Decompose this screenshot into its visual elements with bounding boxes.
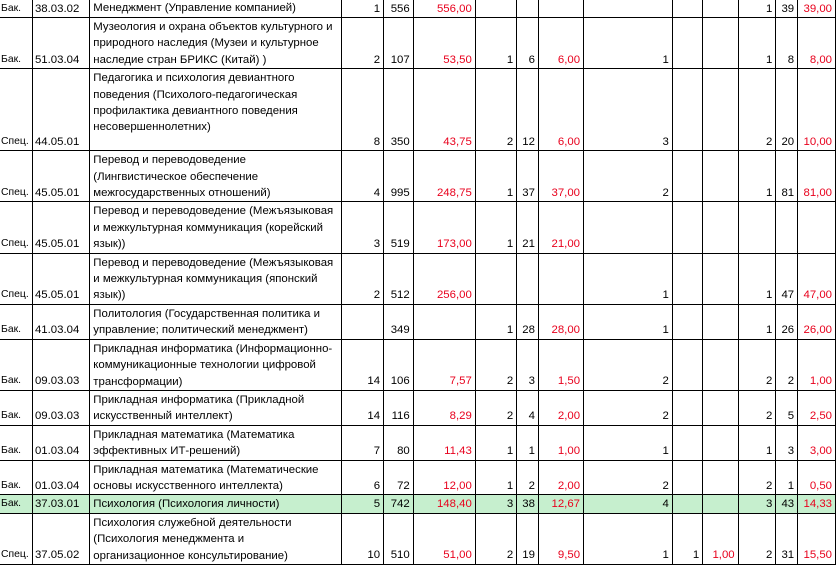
cell-c9: [703, 18, 738, 69]
cell-c12: 3,00: [798, 425, 836, 460]
table-row: [0, 460, 836, 495]
cell-c3: 11,43: [413, 425, 475, 460]
cell-c8: [672, 253, 702, 304]
cell-c8: [672, 202, 702, 253]
program-code: 01.03.04: [32, 460, 89, 495]
cell-c5: 37: [517, 151, 539, 202]
cell-c11: 31: [776, 513, 798, 564]
cell-c5: 1: [517, 425, 539, 460]
cell-c5: 19: [517, 513, 539, 564]
cell-c3: 556,00: [413, 0, 475, 18]
program-code: 09.03.03: [32, 339, 89, 390]
cell-c6: 12,67: [538, 495, 583, 513]
cell-c1: 6: [342, 460, 384, 495]
cell-c1: 8: [342, 69, 384, 151]
cell-level: Спец.: [0, 69, 32, 151]
cell-c5: 38: [517, 495, 539, 513]
cell-c11: 43: [776, 495, 798, 513]
cell-level: Бак.: [0, 18, 32, 69]
cell-c9: [703, 151, 738, 202]
cell-c2: 512: [384, 253, 414, 304]
program-code: 38.03.02: [32, 0, 89, 18]
program-code: 45.05.01: [32, 151, 89, 202]
cell-c1: [342, 304, 384, 339]
cell-c8: [672, 151, 702, 202]
cell-c7: 1: [584, 425, 673, 460]
program-name: Психология (Психология личности): [90, 495, 342, 513]
cell-c2: 350: [384, 69, 414, 151]
cell-c1: 3: [342, 202, 384, 253]
cell-c12: 14,33: [798, 495, 836, 513]
cell-c2: 742: [384, 495, 414, 513]
cell-c6: 2,00: [538, 390, 583, 425]
cell-c5: [517, 0, 539, 18]
cell-c2: 72: [384, 460, 414, 495]
cell-c12: 81,00: [798, 151, 836, 202]
cell-c10: [738, 202, 776, 253]
cell-c3: [413, 304, 475, 339]
cell-c3: 248,75: [413, 151, 475, 202]
cell-c2: 116: [384, 390, 414, 425]
cell-c1: 2: [342, 253, 384, 304]
cell-level: Бак.: [0, 390, 32, 425]
table-row: [0, 18, 836, 69]
cell-c6: [538, 253, 583, 304]
program-code: 51.03.04: [32, 18, 89, 69]
cell-c11: 39: [776, 0, 798, 18]
cell-c12: 39,00: [798, 0, 836, 18]
program-name: Психология служебной деятельности (Психология менеджмента и организационное консультирование): [90, 513, 342, 564]
cell-c7: 2: [584, 151, 673, 202]
cell-c9: [703, 253, 738, 304]
cell-c6: [538, 0, 583, 18]
cell-c9: [703, 202, 738, 253]
cell-c10: 1: [738, 0, 776, 18]
cell-c6: 9,50: [538, 513, 583, 564]
cell-c10: 1: [738, 253, 776, 304]
cell-c4: 2: [475, 69, 516, 151]
program-name: Прикладная информатика (Информационно-коммуникационные технологии цифровой трансформации): [90, 339, 342, 390]
cell-c12: 47,00: [798, 253, 836, 304]
cell-c10: 2: [738, 390, 776, 425]
table-row: [0, 151, 836, 202]
cell-c1: 2: [342, 18, 384, 69]
cell-c4: 1: [475, 460, 516, 495]
cell-level: Бак.: [0, 495, 32, 513]
cell-c3: 53,50: [413, 18, 475, 69]
program-name: Педагогика и психология девиантного поведения (Психолого-педагогическая профилактика девиантного поведения несовершеннолетних): [90, 69, 342, 151]
cell-c11: 81: [776, 151, 798, 202]
cell-c8: [672, 304, 702, 339]
cell-c2: 556: [384, 0, 414, 18]
cell-c8: [672, 460, 702, 495]
cell-c11: 2: [776, 339, 798, 390]
cell-c11: 1: [776, 460, 798, 495]
cell-c10: 2: [738, 339, 776, 390]
cell-c4: 1: [475, 151, 516, 202]
cell-c10: 1: [738, 151, 776, 202]
cell-c7: 1: [584, 18, 673, 69]
cell-c8: [672, 495, 702, 513]
table-row: [0, 304, 836, 339]
cell-c11: 20: [776, 69, 798, 151]
cell-c4: 2: [475, 390, 516, 425]
cell-c3: 173,00: [413, 202, 475, 253]
cell-c3: 12,00: [413, 460, 475, 495]
program-code: 45.05.01: [32, 253, 89, 304]
cell-c1: 14: [342, 339, 384, 390]
cell-c9: [703, 460, 738, 495]
cell-c7: 4: [584, 495, 673, 513]
program-name: Прикладная математика (Математические основы искусственного интеллекта): [90, 460, 342, 495]
cell-c12: 26,00: [798, 304, 836, 339]
cell-c1: 14: [342, 390, 384, 425]
cell-c7: 2: [584, 390, 673, 425]
table-row: [0, 425, 836, 460]
cell-c11: [776, 202, 798, 253]
program-name: Прикладная математика (Математика эффективных ИТ-решений): [90, 425, 342, 460]
cell-c12: 15,50: [798, 513, 836, 564]
cell-c8: [672, 339, 702, 390]
cell-c10: 1: [738, 425, 776, 460]
program-name: Перевод и переводоведение (Лингвистическое обеспечение межгосударственных отношений): [90, 151, 342, 202]
cell-c9: [703, 425, 738, 460]
cell-c10: 2: [738, 69, 776, 151]
cell-c1: 4: [342, 151, 384, 202]
cell-c9: [703, 0, 738, 18]
cell-c5: 4: [517, 390, 539, 425]
cell-level: Спец.: [0, 151, 32, 202]
cell-c8: [672, 18, 702, 69]
cell-level: Бак.: [0, 0, 32, 18]
cell-c4: 1: [475, 202, 516, 253]
cell-c4: 2: [475, 339, 516, 390]
program-code: 01.03.04: [32, 425, 89, 460]
program-code: 09.03.03: [32, 390, 89, 425]
table-row: [0, 390, 836, 425]
cell-c9: 1,00: [703, 513, 738, 564]
cell-c4: 1: [475, 304, 516, 339]
program-code: 45.05.01: [32, 202, 89, 253]
cell-c9: [703, 495, 738, 513]
cell-c2: 80: [384, 425, 414, 460]
program-name: Музеология и охрана объектов культурного и природного наследия (Музеи и культурное наследие стран БРИКС (Китай) ): [90, 18, 342, 69]
cell-c2: 349: [384, 304, 414, 339]
cell-c8: [672, 69, 702, 151]
cell-c9: [703, 69, 738, 151]
cell-c8: [672, 0, 702, 18]
cell-c6: 21,00: [538, 202, 583, 253]
cell-c1: 5: [342, 495, 384, 513]
table-row: [0, 495, 836, 513]
cell-c5: 3: [517, 339, 539, 390]
cell-c1: 7: [342, 425, 384, 460]
cell-level: Спец.: [0, 253, 32, 304]
cell-c1: 1: [342, 0, 384, 18]
cell-c5: 12: [517, 69, 539, 151]
cell-c6: 28,00: [538, 304, 583, 339]
cell-c7: 1: [584, 253, 673, 304]
cell-c11: 8: [776, 18, 798, 69]
cell-c10: 2: [738, 513, 776, 564]
cell-c4: [475, 0, 516, 18]
cell-c7: 2: [584, 460, 673, 495]
table-row: [0, 0, 836, 18]
cell-c7: 2: [584, 339, 673, 390]
cell-c5: 28: [517, 304, 539, 339]
cell-c4: 1: [475, 425, 516, 460]
table-row: [0, 339, 836, 390]
cell-c8: 1: [672, 513, 702, 564]
cell-c12: 1,00: [798, 339, 836, 390]
program-code: 37.05.02: [32, 513, 89, 564]
cell-c7: [584, 0, 673, 18]
cell-c5: 21: [517, 202, 539, 253]
cell-c10: 1: [738, 18, 776, 69]
cell-c3: 51,00: [413, 513, 475, 564]
cell-c11: 26: [776, 304, 798, 339]
cell-c10: 1: [738, 304, 776, 339]
cell-c12: [798, 202, 836, 253]
cell-c3: 148,40: [413, 495, 475, 513]
cell-c8: [672, 390, 702, 425]
cell-level: Бак.: [0, 304, 32, 339]
cell-c6: 1,00: [538, 425, 583, 460]
cell-level: Бак.: [0, 425, 32, 460]
cell-c4: [475, 253, 516, 304]
cell-c7: 1: [584, 304, 673, 339]
table-row: [0, 202, 836, 253]
cell-c6: 6,00: [538, 18, 583, 69]
cell-c11: 5: [776, 390, 798, 425]
cell-c10: 3: [738, 495, 776, 513]
cell-c11: 47: [776, 253, 798, 304]
cell-c1: 10: [342, 513, 384, 564]
cell-c12: 0,50: [798, 460, 836, 495]
program-name: Менеджмент (Управление компанией): [90, 0, 342, 18]
program-code: 44.05.01: [32, 69, 89, 151]
cell-c2: 107: [384, 18, 414, 69]
program-name: Политология (Государственная политика и управление; политический менеджмент): [90, 304, 342, 339]
cell-c7: [584, 202, 673, 253]
cell-c6: 2,00: [538, 460, 583, 495]
cell-c6: 37,00: [538, 151, 583, 202]
program-name: Перевод и переводоведение (Межъязыковая и межкультурная коммуникация (японский язык)): [90, 253, 342, 304]
cell-c10: 2: [738, 460, 776, 495]
cell-c3: 8,29: [413, 390, 475, 425]
cell-c2: 995: [384, 151, 414, 202]
cell-c4: 2: [475, 513, 516, 564]
cell-c11: 3: [776, 425, 798, 460]
cell-c5: 6: [517, 18, 539, 69]
cell-level: Спец.: [0, 202, 32, 253]
cell-c9: [703, 390, 738, 425]
cell-c4: 3: [475, 495, 516, 513]
program-name: Перевод и переводоведение (Межъязыковая и межкультурная коммуникация (корейский язык)): [90, 202, 342, 253]
cell-c9: [703, 304, 738, 339]
table-row: [0, 253, 836, 304]
cell-c12: 2,50: [798, 390, 836, 425]
cell-c12: 8,00: [798, 18, 836, 69]
cell-c2: 106: [384, 339, 414, 390]
cell-c7: 3: [584, 69, 673, 151]
program-name: Прикладная информатика (Прикладной искусственный интеллект): [90, 390, 342, 425]
cell-c3: 7,57: [413, 339, 475, 390]
cell-c7: 1: [584, 513, 673, 564]
cell-c6: 6,00: [538, 69, 583, 151]
cell-c5: [517, 253, 539, 304]
cell-c12: 10,00: [798, 69, 836, 151]
cell-c9: [703, 339, 738, 390]
cell-level: Бак.: [0, 339, 32, 390]
cell-c3: 43,75: [413, 69, 475, 151]
cell-c2: 519: [384, 202, 414, 253]
cell-level: Бак.: [0, 460, 32, 495]
program-code: 37.03.01: [32, 495, 89, 513]
cell-c2: 510: [384, 513, 414, 564]
table-row: [0, 69, 836, 151]
table-row: [0, 513, 836, 564]
cell-level: Спец.: [0, 513, 32, 564]
cell-c6: 1,50: [538, 339, 583, 390]
cell-c4: 1: [475, 18, 516, 69]
cell-c5: 2: [517, 460, 539, 495]
program-code: 41.03.04: [32, 304, 89, 339]
cell-c3: 256,00: [413, 253, 475, 304]
cell-c8: [672, 425, 702, 460]
